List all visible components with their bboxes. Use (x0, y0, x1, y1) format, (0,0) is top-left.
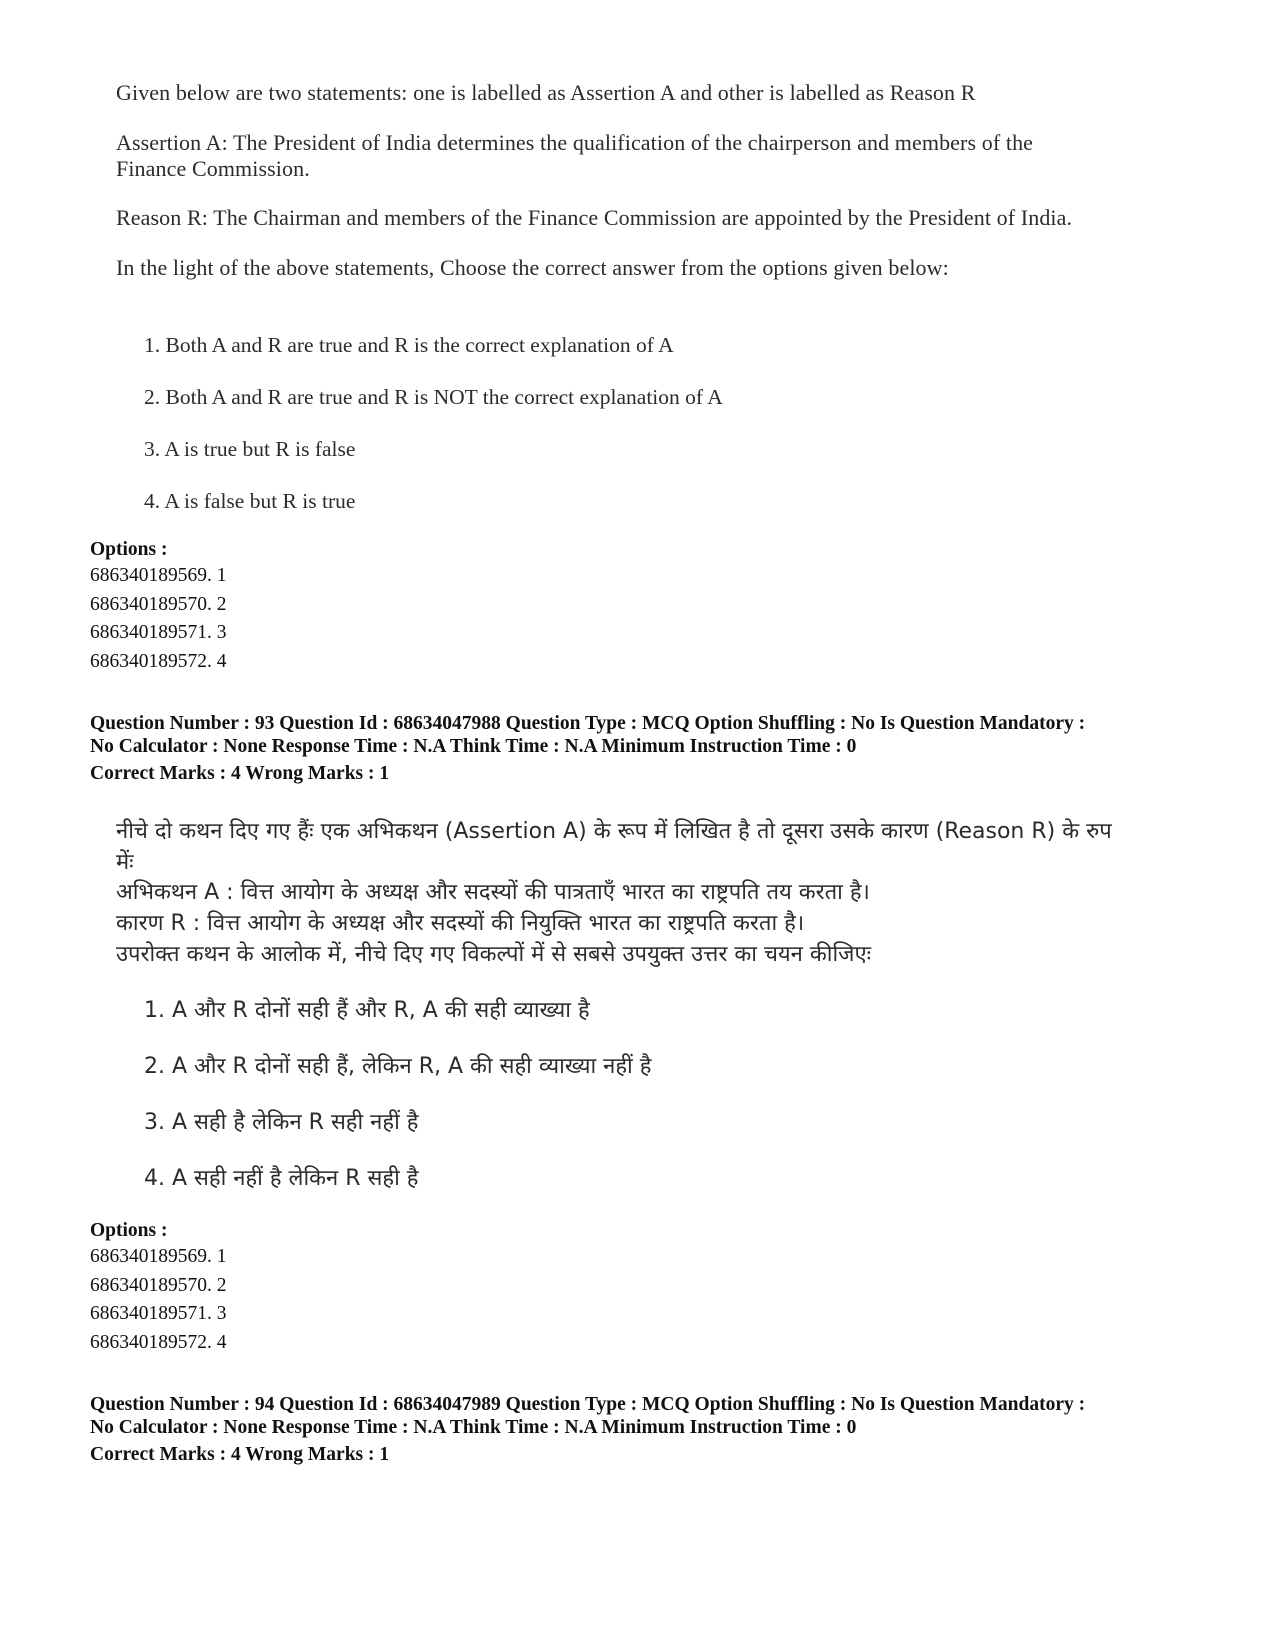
q92-choice-2: 2. Both A and R are true and R is NOT the correct explanation of A (144, 385, 723, 409)
q94-meta-line2: No Calculator : None Response Time : N.A Think Time : N.A Minimum Instruction Time : 0 (90, 1417, 857, 1438)
q93-choice-3: 3. A सही है लेकिन R सही नहीं है (144, 1110, 419, 1135)
q92-option-id-4: 686340189572. 4 (90, 650, 227, 672)
q92-option-id-2: 686340189570. 2 (90, 593, 227, 615)
q92-reason: Reason R: The Chairman and members of the Finance Commission are appointed by the President of India. (116, 205, 1073, 230)
q92-option-id-3: 686340189571. 3 (90, 622, 227, 643)
q93-hindi-assertion: अभिकथन A : वित्त आयोग के अध्यक्ष और सदस्यों की पात्रताएँ भारत का राष्ट्रपति तय करता है। (116, 880, 870, 905)
q94-marks: Correct Marks : 4 Wrong Marks : 1 (90, 1444, 390, 1465)
q93-meta-line1: Question Number : 93 Question Id : 68634047988 Question Type : MCQ Option Shuffling : No Is Question Mandatory : (90, 713, 1086, 734)
q92-option-id-1: 686340189569. 1 (90, 565, 227, 586)
q93-marks: Correct Marks : 4 Wrong Marks : 1 (90, 763, 390, 784)
q94-meta-line1: Question Number : 94 Question Id : 68634047989 Question Type : MCQ Option Shuffling : No Is Question Mandatory : (90, 1394, 1086, 1415)
q92-choice-4: 4. A is false but R is true (144, 489, 356, 513)
q93-choice-1: 1. A और R दोनों सही हैं और R, A की सही व्याख्या है (144, 998, 590, 1023)
q93-option-id-1: 686340189569. 1 (90, 1246, 227, 1267)
q93-meta-line2: No Calculator : None Response Time : N.A Think Time : N.A Minimum Instruction Time : 0 (90, 736, 857, 757)
q93-option-id-4: 686340189572. 4 (90, 1331, 227, 1353)
q92-choice-1: 1. Both A and R are true and R is the correct explanation of A (144, 333, 674, 357)
q93-hindi-intro: नीचे दो कथन दिए गए हैंः एक अभिकथन (Assertion A) के रूप में लिखित है तो दूसरा उसके कारण (Reason R) के रुप मेंः (116, 819, 1112, 875)
q93-option-id-3: 686340189571. 3 (90, 1303, 227, 1324)
q93-choice-2: 2. A और R दोनों सही हैं, लेकिन R, A की सही व्याख्या नहीं है (144, 1054, 652, 1079)
q92-intro: Given below are two statements: one is labelled as Assertion A and other is labelled as Reason R (116, 80, 976, 105)
q93-choice-4: 4. A सही नहीं है लेकिन R सही है (144, 1166, 419, 1191)
q93-options-label: Options : (90, 1220, 168, 1241)
q93-hindi-reason: कारण R : वित्त आयोग के अध्यक्ष और सदस्यों की नियुक्ति भारत का राष्ट्रपति करता है। (116, 911, 805, 936)
q93-option-ids (90, 1243, 227, 1357)
q92-option-ids (90, 562, 227, 676)
q92-options-label: Options : (90, 539, 168, 560)
q92-assertion: Assertion A: The President of India determines the qualification of the chairperson and members of the Finance Commission. (116, 130, 1034, 181)
q92-choice-3: 3. A is true but R is false (144, 437, 356, 461)
q92-instruction: In the light of the above statements, Choose the correct answer from the options given below: (116, 255, 949, 280)
q93-hindi-instruction: उपरोक्त कथन के आलोक में, नीचे दिए गए विकल्पों में से सबसे उपयुक्त उत्तर का चयन कीजिएः (116, 942, 872, 967)
q93-option-id-2: 686340189570. 2 (90, 1274, 227, 1296)
